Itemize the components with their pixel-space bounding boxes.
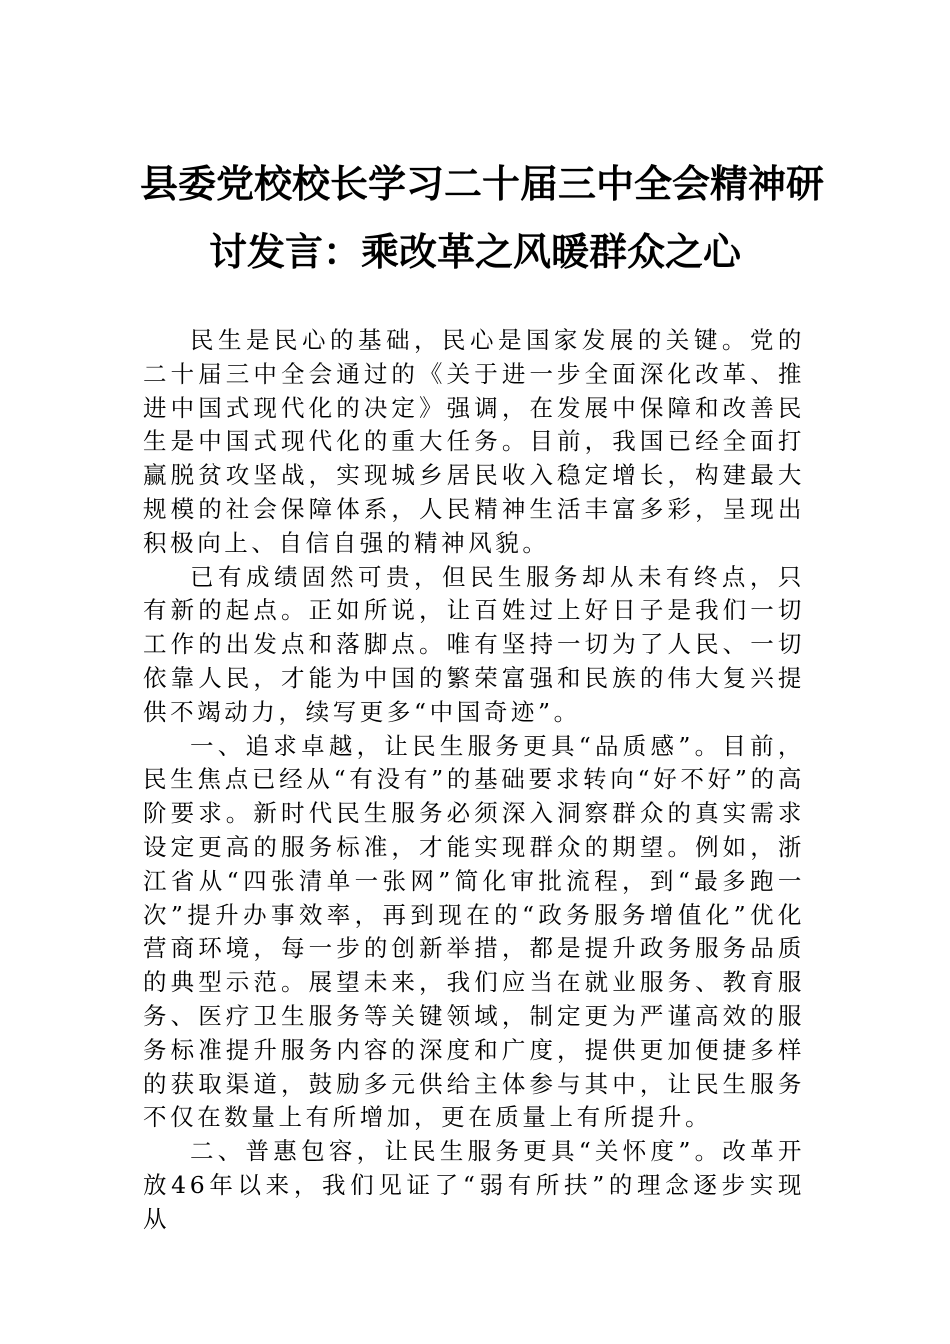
paragraph-2: 已有成绩固然可贵，但民生服务却从未有终点，只有新的起点。正如所说，让百姓过上好日子是我们一切工作的出发点和落脚点。唯有坚持一切为了人民、一切依靠人民，才能为中国的繁荣富强和民族的伟大复兴提供不竭动力，续写更多“中国奇迹”。 — [143, 562, 805, 726]
paragraph-4: 二、普惠包容，让民生服务更具“关怀度”。改革开放46年以来，我们见证了“弱有所扶”的理念逐步实现从 — [143, 1137, 805, 1233]
document-title-line-1: 县委党校校长学习二十届三中全会精神研 — [140, 161, 825, 206]
document-body — [143, 324, 805, 1237]
paragraph-3: 一、追求卓越，让民生服务更具“品质感”。目前，民生焦点已经从“有没有”的基础要求转向“好不好”的高阶要求。新时代民生服务必须深入洞察群众的真实需求设定更高的服务标准，才能实现群众的期望。例如，浙江省从“四张清单一张网”简化审批流程，到“最多跑一次”提升办事效率，再到现在的“政务服务增值化”优化营商环境，每一步的创新举措，都是提升政务服务品质的典型示范。展望未来，我们应当在就业服务、教育服务、医疗卫生服务等关键领域，制定更为严谨高效的服务标准提升服务内容的深度和广度，提供更加便捷多样的获取渠道，鼓励多元供给主体参与其中，让民生服务不仅在数量上有所增加，更在质量上有所提升。 — [143, 731, 805, 1132]
document-title-line-2: 讨发言：乘改革之风暖群众之心 — [208, 229, 741, 274]
paragraph-1: 民生是民心的基础，民心是国家发展的关键。党的二十届三中全会通过的《关于进一步全面深化改革、推进中国式现代化的决定》强调，在发展中保障和改善民生是中国式现代化的重大任务。目前，我国已经全面打赢脱贫攻坚战，实现城乡居民收入稳定增长，构建最大规模的社会保障体系，人民精神生活丰富多彩，呈现出积极向上、自信自强的精神风貌。 — [143, 326, 805, 557]
